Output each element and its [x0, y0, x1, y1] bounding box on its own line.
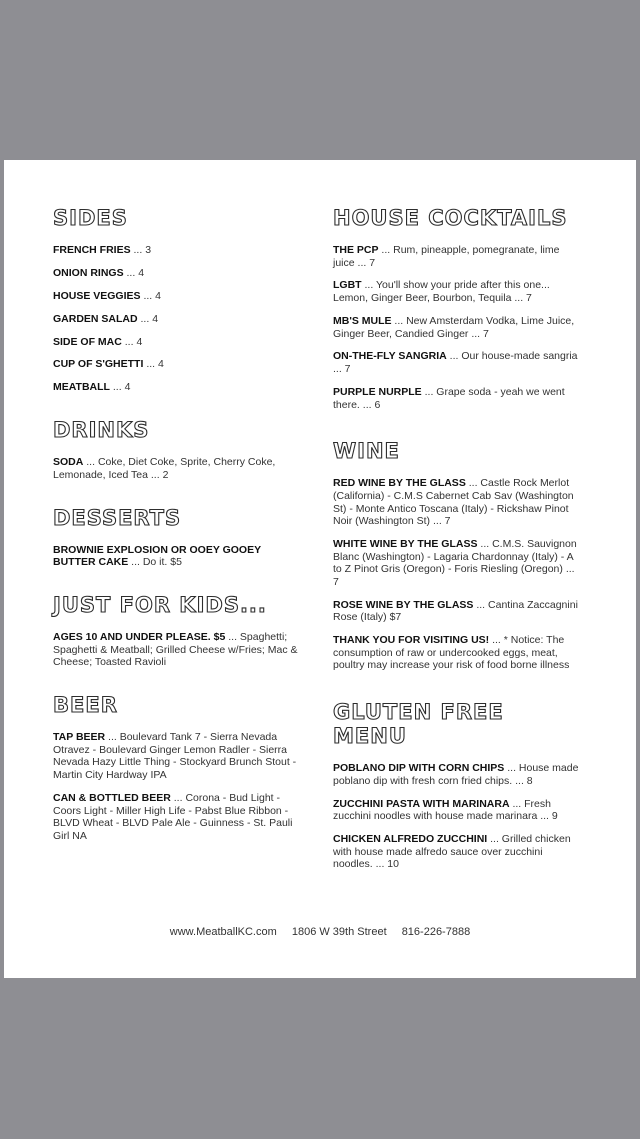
menu-item: GARDEN SALAD ... 4 — [53, 312, 159, 325]
item-description: Boulevard Tank 7 - Sierra Nevada Otravez - Boulevard Ginger Lemon Radler - Sierra Nevada Hazy Little Thing - Stockyard Brunch Stout - Martin City Hardway IPA — [53, 731, 297, 782]
item-description: Cantina Zaccagnini Rose (Italy) $7 — [333, 598, 578, 624]
item-description: Grilled chicken with house made alfredo sauce over zucchini noodles. — [333, 833, 571, 871]
footer — [4, 926, 636, 938]
item-name: HOUSE VEGGIES — [53, 289, 141, 302]
section-heading-cocktails: HOUSE COCKTAILS — [333, 206, 568, 230]
item-name: MEATBALL — [53, 381, 110, 394]
item-description: New Amsterdam Vodka, Lime Juice, Ginger Beer, Candied Ginger — [333, 314, 575, 340]
item-price: 7 — [333, 575, 339, 588]
section-heading-beer: BEER — [53, 693, 118, 718]
item-name: MB'S MULE — [333, 314, 392, 327]
item-name: RED WINE BY THE GLASS — [333, 477, 466, 490]
item-name: CHICKEN ALFREDO ZUCCHINI — [333, 833, 488, 846]
menu-item: HOUSE VEGGIES ... 4 — [53, 289, 161, 302]
item-name: ON-THE-FLY SANGRIA — [333, 350, 447, 363]
item-description: Grape soda - yeah we went there. — [333, 385, 565, 411]
item-name: TAP BEER — [53, 731, 106, 744]
menu-item: POBLANO DIP WITH CORN CHIPS ... House made poblano dip with fresh corn fried chips. ... 8 — [333, 762, 579, 787]
section-gluten-free — [333, 762, 583, 871]
item-description: * Notice: The consumption of raw or undercooked eggs, meat, poultry may increase your risk of food borne illness — [333, 634, 570, 672]
section-desserts — [53, 544, 301, 569]
menu-item: ONION RINGS ... 4 — [53, 266, 145, 279]
item-name: FRENCH FRIES — [53, 244, 131, 256]
menu-item: TAP BEER ... Boulevard Tank 7 - Sierra Nevada Otravez - Boulevard Ginger Lemon Radler - Sierra Nevada Hazy Little Thing - Stockyard Brunch Stout - Martin City Hardway IPA — [53, 731, 297, 782]
item-price: 7 — [444, 515, 451, 528]
item-name: BROWNIE EXPLOSION OR OOEY GOOEY BUTTER CAKE — [53, 543, 261, 569]
menu-item: SODA ... Coke, Diet Coke, Sprite, Cherry Coke, Lemonade, Iced Tea ... 2 — [53, 456, 276, 481]
left-column — [53, 206, 301, 853]
menu-item: AGES 10 AND UNDER PLEASE. $5 ... Spaghetti; Spaghetti & Meatball; Grilled Cheese w/Fries; Mac & Cheese; Toasted Ravioli — [53, 631, 298, 669]
item-name: ROSE WINE BY THE GLASS — [333, 598, 474, 611]
menu-item: THANK YOU FOR VISITING US! ... * Notice: The consumption of raw or undercooked eggs, meat, poultry may increase your risk of food borne illness — [333, 634, 570, 672]
item-name: SIDE OF MAC — [53, 335, 122, 348]
item-price: 3 — [145, 244, 152, 256]
item-name: WHITE WINE BY THE GLASS — [333, 538, 478, 551]
section-beer — [53, 731, 301, 842]
item-price: 10 — [387, 858, 399, 871]
address: 1806 W 39th Street — [291, 926, 387, 938]
section-kids — [53, 631, 301, 669]
item-name: LGBT — [333, 279, 362, 292]
item-price: 2 — [162, 468, 169, 481]
item-price: 8 — [526, 774, 533, 787]
item-name: SODA — [53, 456, 84, 469]
item-name: CAN & BOTTLED BEER — [53, 791, 171, 804]
item-description: You'll show your pride after this one... Lemon, Ginger Beer, Bourbon, Tequila — [333, 279, 550, 305]
item-price: 7 — [526, 292, 532, 305]
item-price: 7 — [483, 327, 489, 340]
item-description: Coke, Diet Coke, Sprite, Cherry Coke, Lemonade, Iced Tea — [53, 456, 276, 481]
menu-item: WHITE WINE BY THE GLASS ... C.M.S. Sauvignon Blanc (Washington) - Lagaria Chardonnay (Italy) - A to Z Pinot Gris (Oregon) - Foris Riesling (Oregon) ... 7 — [333, 538, 577, 588]
item-price: 4 — [136, 335, 143, 348]
item-description: C.M.S. Sauvignon Blanc (Washington) - Lagaria Chardonnay (Italy) - A to Z Pinot Gris (Oregon) - Foris Riesling (Oregon) — [333, 538, 577, 576]
item-description: Our house-made sangria — [461, 350, 578, 363]
item-name: ONION RINGS — [53, 266, 124, 279]
item-description: Rum, pineapple, pomegranate, lime juice — [333, 244, 560, 269]
menu-item: PURPLE NURPLE ... Grape soda - yeah we went there. ... 6 — [333, 385, 565, 411]
item-name: GARDEN SALAD — [53, 312, 138, 325]
section-heading-sides: SIDES — [53, 206, 128, 230]
item-price: $5 — [170, 556, 182, 569]
section-sides — [53, 244, 301, 394]
section-cocktails — [333, 244, 583, 411]
menu-item: FRENCH FRIES ... 3 — [53, 244, 152, 256]
menu-item: MEATBALL ... 4 — [53, 381, 131, 394]
item-price: 6 — [374, 398, 381, 411]
item-name: ZUCCHINI PASTA WITH MARINARA — [333, 797, 510, 810]
menu-item: RED WINE BY THE GLASS ... Castle Rock Merlot (California) - C.M.S Cabernet Cab Sav (Washington St) - Monte Antico Toscana (Italy) - Rickshaw Pinot Noir (Washington St) ... 7 — [333, 477, 574, 528]
menu-item: ROSE WINE BY THE GLASS ... Cantina Zaccagnini Rose (Italy) $7 — [333, 598, 578, 624]
section-wine — [333, 477, 583, 672]
item-description: Fresh zucchini noodles with house made marinara — [333, 797, 551, 823]
item-name: POBLANO DIP WITH CORN CHIPS — [333, 762, 505, 775]
menu-page — [4, 160, 636, 978]
item-description: Do it. — [142, 556, 168, 569]
website-link[interactable]: www.MeatballKC.com — [169, 926, 277, 938]
section-heading-kids: JUST FOR KIDS... — [53, 593, 267, 618]
item-price: 7 — [369, 256, 376, 269]
menu-item: ON-THE-FLY SANGRIA ... Our house-made sangria ... 7 — [333, 350, 578, 376]
menu-item: CHICKEN ALFREDO ZUCCHINI ... Grilled chicken with house made alfredo sauce over zucchini noodles. ... 10 — [333, 833, 571, 871]
section-heading-desserts: DESSERTS — [53, 505, 182, 530]
item-name: CUP OF S'GHETTI — [53, 358, 144, 371]
section-heading-wine: WINE — [333, 439, 400, 464]
item-price: 4 — [138, 266, 145, 279]
section-heading-gluten-free: GLUTEN FREE MENU — [333, 700, 504, 749]
menu-item: CUP OF S'GHETTI ... 4 — [53, 358, 164, 371]
item-price: 4 — [158, 358, 164, 371]
menu-item: CAN & BOTTLED BEER ... Corona - Bud Light - Coors Light - Miller High Life - Pabst Blue Ribbon - BLVD Wheat - BLVD Pale Ale - Guinness - St. Pauli Girl NA — [53, 791, 293, 842]
item-description: Spaghetti; Spaghetti & Meatball; Grilled Cheese w/Fries; Mac & Cheese; Toasted Ravioli — [53, 631, 298, 669]
section-heading-drinks: DRINKS — [53, 418, 150, 443]
menu-item: LGBT ... You'll show your pride after this one... Lemon, Ginger Beer, Bourbon, Tequila ... 7 — [333, 279, 550, 305]
item-description: Corona - Bud Light - Coors Light - Miller High Life - Pabst Blue Ribbon - BLVD Wheat - BLVD Pale Ale - Guinness - St. Pauli Girl NA — [53, 791, 293, 842]
item-price: 4 — [124, 381, 131, 394]
item-name: THE PCP — [333, 244, 379, 256]
section-drinks — [53, 456, 301, 481]
menu-item: ZUCCHINI PASTA WITH MARINARA ... Fresh zucchini noodles with house made marinara ... 9 — [333, 797, 558, 823]
menu-item: SIDE OF MAC ... 4 — [53, 335, 143, 348]
menu-item: THE PCP ... Rum, pineapple, pomegranate, lime juice ... 7 — [333, 244, 560, 269]
item-name: AGES 10 AND UNDER PLEASE. $5 — [53, 631, 226, 644]
item-description: Castle Rock Merlot (California) - C.M.S Cabernet Cab Sav (Washington St) - Monte Antico Toscana (Italy) - Rickshaw Pinot Noir (Washington St) — [333, 477, 574, 528]
menu-item: BROWNIE EXPLOSION OR OOEY GOOEY BUTTER CAKE ... Do it. $5 — [53, 543, 261, 569]
item-price: 7 — [344, 363, 351, 376]
item-name: PURPLE NURPLE — [333, 385, 422, 398]
item-price: 9 — [551, 810, 558, 823]
phone-number[interactable]: 816-226-7888 — [401, 926, 471, 938]
menu-item: MB'S MULE ... New Amsterdam Vodka, Lime Juice, Ginger Beer, Candied Ginger ... 7 — [333, 314, 575, 340]
item-name: THANK YOU FOR VISITING US! — [333, 634, 490, 647]
right-column — [333, 206, 583, 881]
item-price: 4 — [155, 289, 161, 302]
item-price: 4 — [152, 312, 159, 325]
item-description: House made poblano dip with fresh corn fried chips. — [333, 762, 579, 787]
